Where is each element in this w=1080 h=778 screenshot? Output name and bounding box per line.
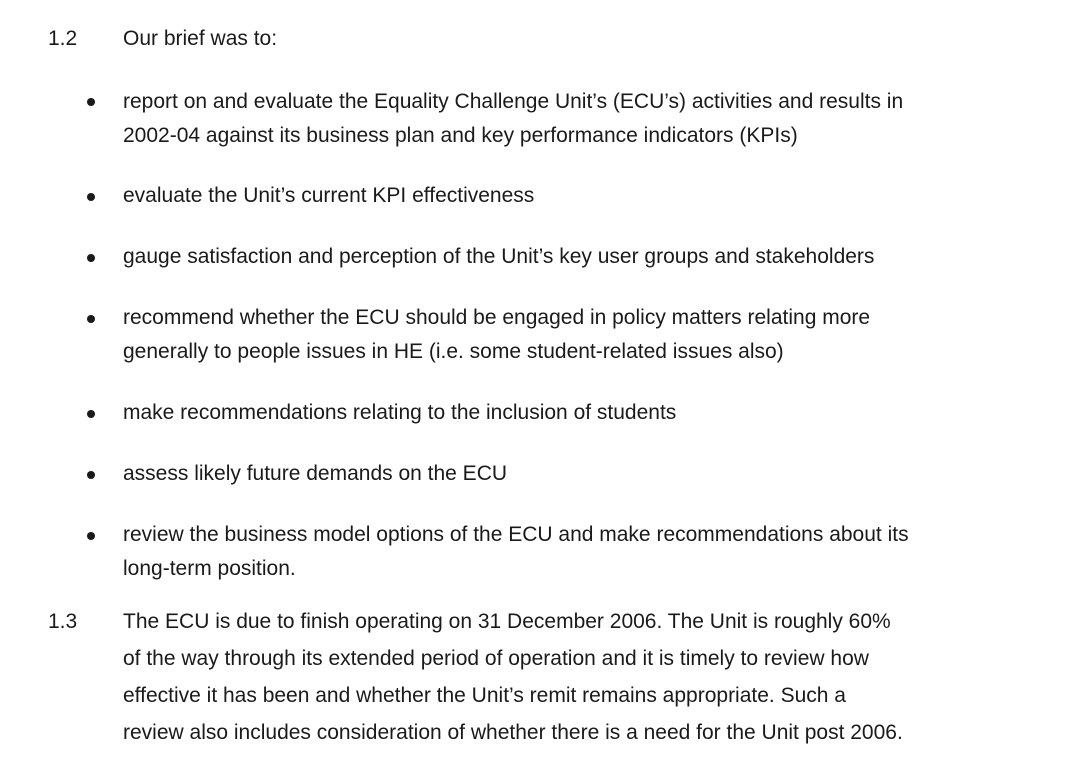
bullet-line: make recommendations relating to the inclusion of students	[123, 401, 677, 424]
bullet-dot	[87, 254, 95, 262]
paragraph-line: The ECU is due to finish operating on 31 December 2006. The Unit is roughly 60%	[123, 610, 891, 633]
bullet-line: evaluate the Unit’s current KPI effectiveness	[123, 184, 535, 207]
bullet-line: 2002-04 against its business plan and key performance indicators (KPIs)	[123, 124, 798, 147]
brief-intro-text: Our brief was to:	[123, 27, 278, 50]
bullet-line: gauge satisfaction and perception of the Unit’s key user groups and stakeholders	[123, 245, 875, 268]
bullet-dot	[87, 315, 95, 323]
paragraph-line: effective it has been and whether the Unit’s remit remains appropriate. Such a	[123, 684, 846, 707]
paragraph-line: review also includes consideration of whether there is a need for the Unit post 2006.	[123, 721, 903, 744]
bullet-item	[123, 518, 1003, 586]
bullet-dot	[87, 98, 95, 106]
bullet-line: report on and evaluate the Equality Challenge Unit’s (ECU’s) activities and results in	[123, 90, 904, 113]
paragraph-number-1-2: 1.2	[48, 27, 78, 50]
bullet-item	[123, 85, 1003, 153]
bullet-line: long-term position.	[123, 557, 296, 580]
bullet-item	[123, 179, 1003, 213]
paragraph-line: of the way through its extended period of operation and it is timely to review how	[123, 647, 869, 670]
bullet-dot	[87, 193, 95, 201]
bullet-item	[123, 301, 1003, 369]
bullet-dot	[87, 410, 95, 418]
bullet-item	[123, 457, 1003, 491]
bullet-dot	[87, 471, 95, 479]
bullet-line: generally to people issues in HE (i.e. some student-related issues also)	[123, 340, 784, 363]
bullet-item	[123, 396, 1003, 430]
bullet-line: assess likely future demands on the ECU	[123, 462, 508, 485]
bullet-dot	[87, 532, 95, 540]
paragraph-number-1-3: 1.3	[48, 610, 78, 633]
bullet-item	[123, 240, 1003, 274]
bullet-line: review the business model options of the ECU and make recommendations about its	[123, 523, 909, 546]
bullet-line: recommend whether the ECU should be engaged in policy matters relating more	[123, 306, 871, 329]
paragraph-1-3-text	[123, 603, 1003, 751]
